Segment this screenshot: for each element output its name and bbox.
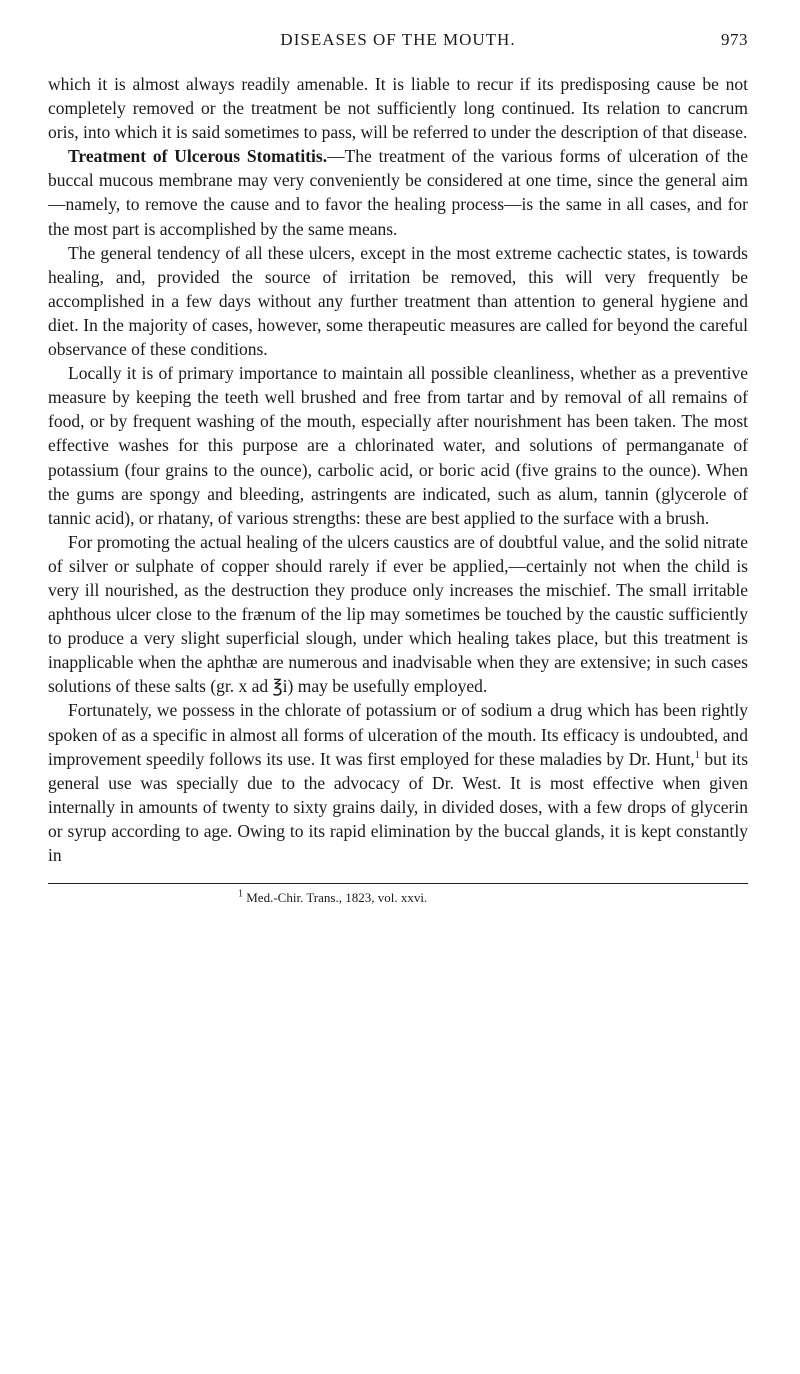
paragraph-3 [48,241,748,361]
paragraph-text: For promoting the actual healing of the ulcers caustics are of doubtful value, and the solid nitrate of silver or sulphate of copper should rarely if ever be applied,—certainly not when the child is very ill nourished, as the destruction they produce only increases the mischief. The small irritable aphthous ulcer close to the frænum of the lip may sometimes be touched by the caustic sufficiently to produce a very slight superficial slough, under which healing takes place, but this treatment is inapplicable when the aphthæ are numerous and inadvisable when they are extensive; in such cases solutions of these salts (gr. x ad ℥i) may be usefully employed. [48,531,748,697]
footnote-text: Med.-Chir. Trans., 1823, vol. xxvi. [243,890,428,906]
paragraph-text-continued: but its general use was specially due to the advocacy of Dr. West. It is most effective when given internally in amounts of twenty to sixty grains daily, in divided doses, with a few drops of glycerin or syrup according to age. Owing to its rapid elimination by the buccal glands, it is kept constantly in [48,748,748,865]
footnote-divider [48,883,748,884]
body-text [48,72,748,867]
paragraph-text: Locally it is of primary importance to maintain all possible cleanliness, whether as a preventive measure by keeping the teeth well brushed and free from tartar and by removal of all remains of food, or by frequent washing of the mouth, especially after nourishment has been taken. The most effective washes for this purpose are a chlorinated water, and solutions of permanganate of potassium (four grains to the ounce), carbolic acid, or boric acid (five grains to the ounce). When the gums are spongy and bleeding, astringents are indicated, such as alum, tannin (glycerole of tannic acid), or rhatany, of various strengths: these are best applied to the surface with a brush. [48,363,748,528]
section-heading: Treatment of Ulcerous Stomatitis. [68,146,328,167]
paragraph-1 [48,72,748,144]
page-header [48,30,748,54]
book-page [48,30,748,906]
paragraph-4 [48,361,748,530]
paragraph-text: —The treatment of the various forms of ulceration of the buccal mucous membrane may very conveniently be considered at one time, since the general aim—namely, to remove the cause and to favor the healing process—is the same in all cases, and for the most part is accomplished by the same means. [48,146,748,239]
footnote-marker: 1 [238,888,243,900]
paragraph-5 [48,530,748,699]
paragraph-2 [48,144,748,240]
paragraph-6 [48,698,748,867]
page-number: 973 [721,30,748,49]
paragraph-text: The general tendency of all these ulcers, except in the most extreme cachectic states, is towards healing, and, provided the source of irritation be removed, this will very frequently be accomplished in a few days without any further treatment than attention to general hygiene and diet. In the majority of cases, however, some therapeutic measures are called for beyond the careful observance of these conditions. [48,242,748,360]
paragraph-text: which it is almost always readily amenable. It is liable to recur if its predisposing cause be not completely removed or the treatment be not sufficiently long continued. Its relation to cancrum oris, into which it is said sometimes to pass, will be referred to under the description of that disease. [48,74,748,143]
footnote [48,890,748,906]
footnote-reference[interactable]: 1 [694,749,700,761]
paragraph-text: Fortunately, we possess in the chlorate of potassium or of sodium a drug which has been rightly spoken of as a specific in almost all forms of ulceration of the mouth. Its efficacy is undoubted, and improvement speedily follows its use. It was first employed for these maladies by Dr. Hunt, [48,700,748,769]
running-title: DISEASES OF THE MOUTH. [280,30,516,49]
